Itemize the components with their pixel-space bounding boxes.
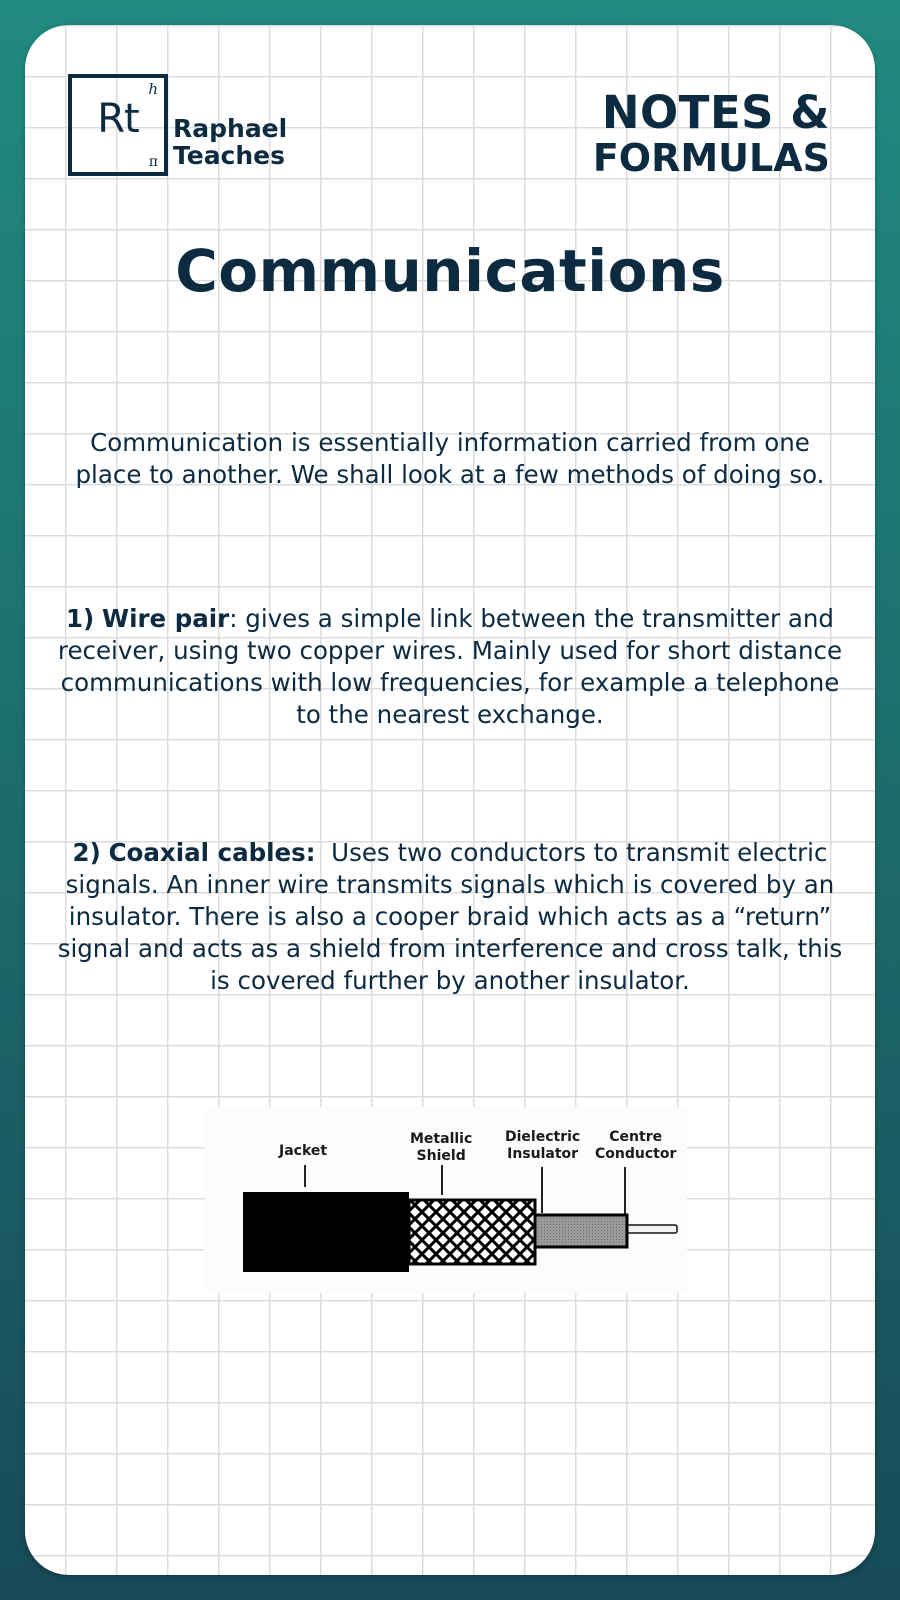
logo-pi-symbol: π <box>148 154 158 170</box>
label-jacket: Jacket <box>279 1143 328 1159</box>
section-separator: : <box>229 604 238 633</box>
badge-line1: NOTES & <box>601 86 830 139</box>
brand-name <box>173 115 287 169</box>
label-dielectric: Dielectric Insulator <box>505 1129 581 1162</box>
notes-card <box>25 25 875 1575</box>
intro-paragraph: Communication is essentially information carried from one place to another. We shall look at a few methods of doing so. <box>75 428 825 489</box>
page-title: Communications <box>175 237 725 305</box>
section-number: 1) <box>66 604 95 633</box>
badge-line2: FORMULAS <box>592 136 830 180</box>
logo-planck-symbol: h <box>148 80 158 98</box>
cable-drawing <box>205 1107 687 1293</box>
notes-formulas-badge <box>592 86 830 180</box>
section-coaxial-cables <box>55 837 851 997</box>
section-body: gives a simple link between the transmitter and receiver, using two copper wires. Mainly used for short distance communications with low frequencies, for example a telephone to the nearest exchange. <box>57 604 843 729</box>
logo-box <box>68 74 168 176</box>
section-heading: Wire pair <box>102 604 230 633</box>
label-shield: Metallic Shield <box>410 1131 473 1164</box>
logo-letters: Rt <box>97 96 139 142</box>
section-heading: Coaxial cables: <box>108 838 316 867</box>
section-number: 2) <box>72 838 101 867</box>
brand-name-line1: Raphael <box>173 114 288 143</box>
section-wire-pair <box>55 603 845 731</box>
brand-name-line2: Teaches <box>173 141 286 170</box>
label-conductor: Centre Conductor <box>595 1129 677 1162</box>
coaxial-cable-diagram <box>205 1107 687 1293</box>
section-body: Uses two conductors to transmit electric signals. An inner wire transmits signals which is covered by an insulator. There is also a cooper braid which acts as a “return” signal and acts as a shield from interference and cross talk, this is covered further by another insulator. <box>57 838 851 995</box>
